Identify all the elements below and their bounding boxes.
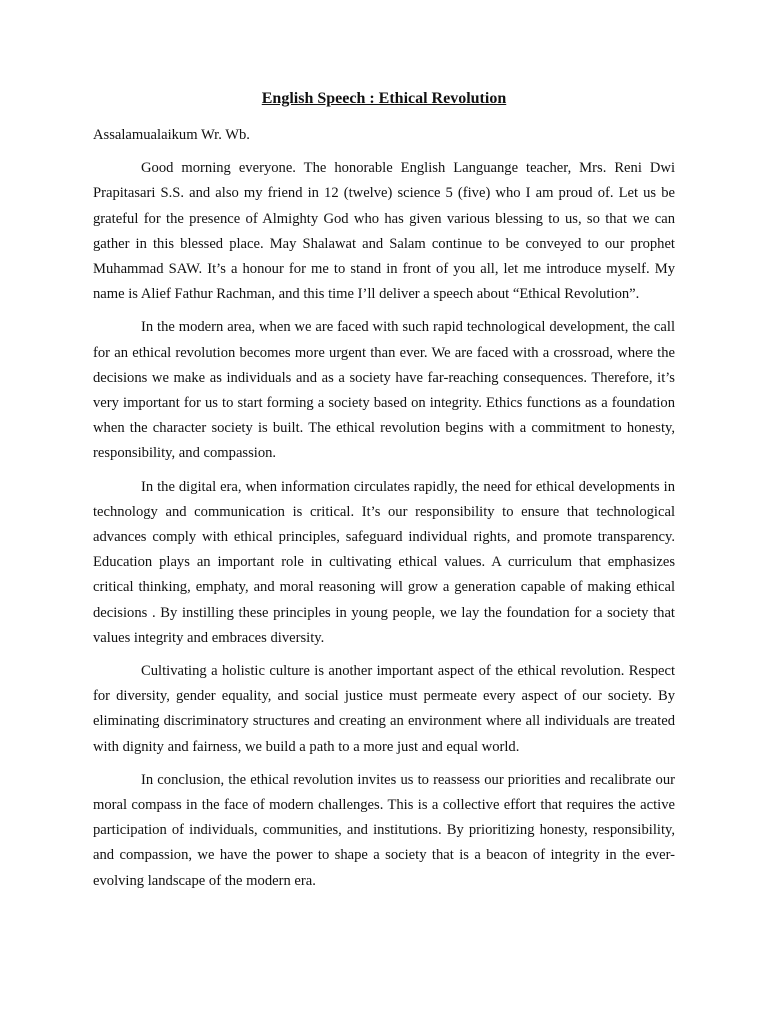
paragraph-digital-era: In the digital era, when information circulates rapidly, the need for ethical developments in technology and communication is critical. It’s our responsibility to ensure that technological advances comply with ethical principles, safeguard individual rights, and promote transparency. Education plays an important role in cultivating ethical values. A curriculum that emphasizes critical thinking, emphaty, and moral reasoning will grow a generation capable of making ethical decisions . By instilling these principles in young people, we lay the foundation for a society that values integrity and embraces diversity. [93,478,675,646]
paragraph-opening: Good morning everyone. The honorable English Languange teacher, Mrs. Reni Dwi Prapitasari S.S. and also my friend in 12 (twelve) science 5 (five) who I am proud of. Let us be grateful for the presence of Almighty God who has given various blessing to us, so that we can gather in this blessed place. May Shalawat and Salam continue to be conveyed to our prophet Muhammad SAW. It’s a honour for me to stand in front of you all, let me introduce myself. My name is Alief Fathur Rachman, and this time I’ll deliver a speech about “Ethical Revolution”. [93,160,675,303]
greeting-line: Assalamualaikum Wr. Wb. [93,127,250,143]
paragraph-modern-era: In the modern area, when we are faced with such rapid technological development, the call for an ethical revolution becomes more urgent than ever. We are faced with a crossroad, where the decisions we make as individuals and as a society have far-reaching consequences. Therefore, it’s very important for us to start forming a society based on integrity. Ethics functions as a foundation when the character society is built. The ethical revolution begins with a commitment to honesty, responsibility, and compassion. [93,319,675,462]
paragraph-holistic-culture: Cultivating a holistic culture is another important aspect of the ethical revolution. Respect for diversity, gender equality, and social justice must permeate every aspect of our society. By eliminating discriminatory structures and creating an environment where all individuals are treated with dignity and fairness, we build a path to a more just and equal world. [93,663,675,755]
document-page [93,86,675,902]
document-title: English Speech : Ethical Revolution [261,90,507,107]
paragraph-conclusion: In conclusion, the ethical revolution invites us to reassess our priorities and recalibrate our moral compass in the face of modern challenges. This is a collective effort that requires the active participation of individuals, communities, and institutions. By prioritizing honesty, responsibility, and compassion, we have the power to shape a society that is a beacon of integrity in the ever-evolving landscape of the modern era. [93,771,675,889]
